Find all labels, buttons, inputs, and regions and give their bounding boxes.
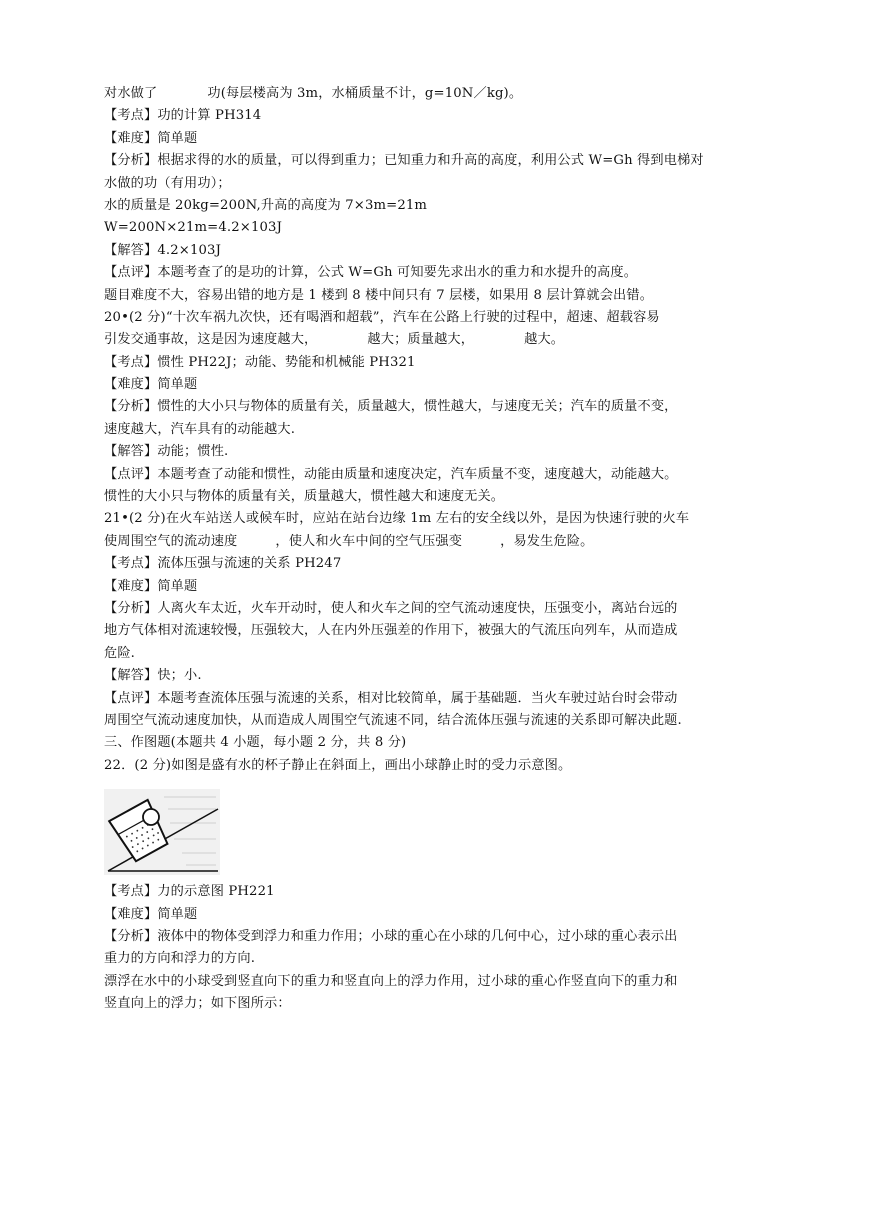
analysis-text: 速度越大，汽车具有的动能越大. (104, 421, 296, 437)
comment-text: 【点评】本题考查了动能和惯性，动能由质量和速度决定，汽车质量不变，速度越大，动能越大。 (104, 466, 678, 482)
exam-point-label: 【考点】力的示意图 PH221 (104, 884, 275, 900)
text-line (104, 329, 769, 351)
question-22: 22．(2 分)如图是盛有水的杯子静止在斜面上，画出小球静止时的受力示意图。 (104, 757, 572, 773)
answer-text: 【解答】动能；惯性. (104, 444, 229, 460)
document-body (104, 83, 769, 1015)
question-20: 20•(2 分)“十次车祸九次快，还有喝酒和超载”，汽车在公路上行驶的过程中，超速、超载容易 (104, 309, 660, 325)
exam-point-label: 【考点】流体压强与流速的关系 PH247 (104, 556, 342, 572)
text-segment: 越大。 (524, 332, 565, 348)
exam-point-label: 【考点】惯性 PH22J；动能、势能和机械能 PH321 (104, 354, 416, 370)
analysis-text: 漂浮在水中的小球受到竖直向下的重力和竖直向上的浮力作用，过小球的重心作竖直向下的重力和 (104, 973, 678, 989)
answer-text: 【解答】快；小. (104, 668, 202, 684)
text-segment: 越大；质量越大， (367, 332, 475, 348)
comment-text: 题目难度不大，容易出错的地方是 1 楼到 8 楼中间只有 7 层楼，如果用 8 层计算就会出错。 (104, 287, 654, 303)
comment-text: 【点评】本题考查流体压强与流速的关系，相对比较简单，属于基础题．当火车驶过站台时会带动 (104, 690, 678, 706)
text-line (104, 83, 769, 105)
text-segment: 引发交通事故，这是因为速度越大， (104, 332, 318, 348)
exam-point-label: 【考点】功的计算 PH314 (104, 108, 262, 124)
comment-text: 周围空气流动速度加快，从而造成人周围空气流速不同，结合流体压强与流速的关系即可解决此题. (104, 712, 682, 728)
text-segment: 功(每层楼高为 3m，水桶质量不计，g=10N／kg)。 (207, 86, 523, 101)
analysis-text: 【分析】人离火车太近，火车开动时，使人和火车之间的空气流动速度快，压强变小，离站台远的 (104, 600, 678, 616)
difficulty-label: 【难度】简单题 (104, 377, 198, 393)
text-segment: 使周围空气的流动速度 (104, 533, 238, 549)
answer-text: 【解答】4.2×103J (104, 242, 222, 258)
difficulty-label: 【难度】简单题 (104, 578, 198, 594)
text-segment: ，易发生危险。 (500, 533, 594, 549)
analysis-text: 重力的方向和浮力的方向. (104, 951, 256, 967)
text-line (104, 531, 769, 553)
text-segment: ，使人和火车中间的空气压强变 (275, 533, 463, 549)
comment-text: 惯性的大小只与物体的质量有关，质量越大，惯性越大和速度无关。 (104, 489, 505, 505)
analysis-text: 水做的功（有用功）； (104, 175, 231, 191)
analysis-text: 【分析】惯性的大小只与物体的质量有关，质量越大，惯性越大，与速度无关；汽车的质量不变， (104, 399, 678, 415)
comment-text: 【点评】本题考查了的是功的计算，公式 W=Gh 可知要先求出水的重力和水提升的高度。 (104, 265, 638, 281)
analysis-text: 【分析】液体中的物体受到浮力和重力作用；小球的重心在小球的几何中心，过小球的重心表示出 (104, 928, 678, 944)
ball-shape (143, 809, 159, 825)
analysis-text: W=200N×21m=4.2×103J (104, 220, 283, 236)
incline-cup-figure (104, 789, 220, 875)
analysis-text: 水的质量是 20kg=200N,升高的高度为 7×3m=21m (104, 197, 428, 213)
difficulty-label: 【难度】简单题 (104, 130, 198, 146)
analysis-text: 竖直向上的浮力；如下图所示： (104, 996, 291, 1012)
analysis-text: 危险. (104, 645, 136, 661)
difficulty-label: 【难度】简单题 (104, 906, 198, 922)
analysis-text: 【分析】根据求得的水的质量，可以得到重力；已知重力和升高的高度，利用公式 W=Gh 得到电梯对 (104, 153, 704, 169)
figure-container (104, 777, 769, 881)
section-heading: 三、作图题(本题共 4 小题，每小题 2 分，共 8 分) (104, 735, 407, 751)
text-segment: 对水做了 (104, 86, 158, 101)
analysis-text: 地方气体相对流速较慢，压强较大，人在内外压强差的作用下，被强大的气流压向列车，从而造成 (104, 623, 678, 639)
question-21: 21•(2 分)在火车站送人或候车时，应站在站台边缘 1m 左右的安全线以外，是因为快速行驶的火车 (104, 511, 690, 527)
